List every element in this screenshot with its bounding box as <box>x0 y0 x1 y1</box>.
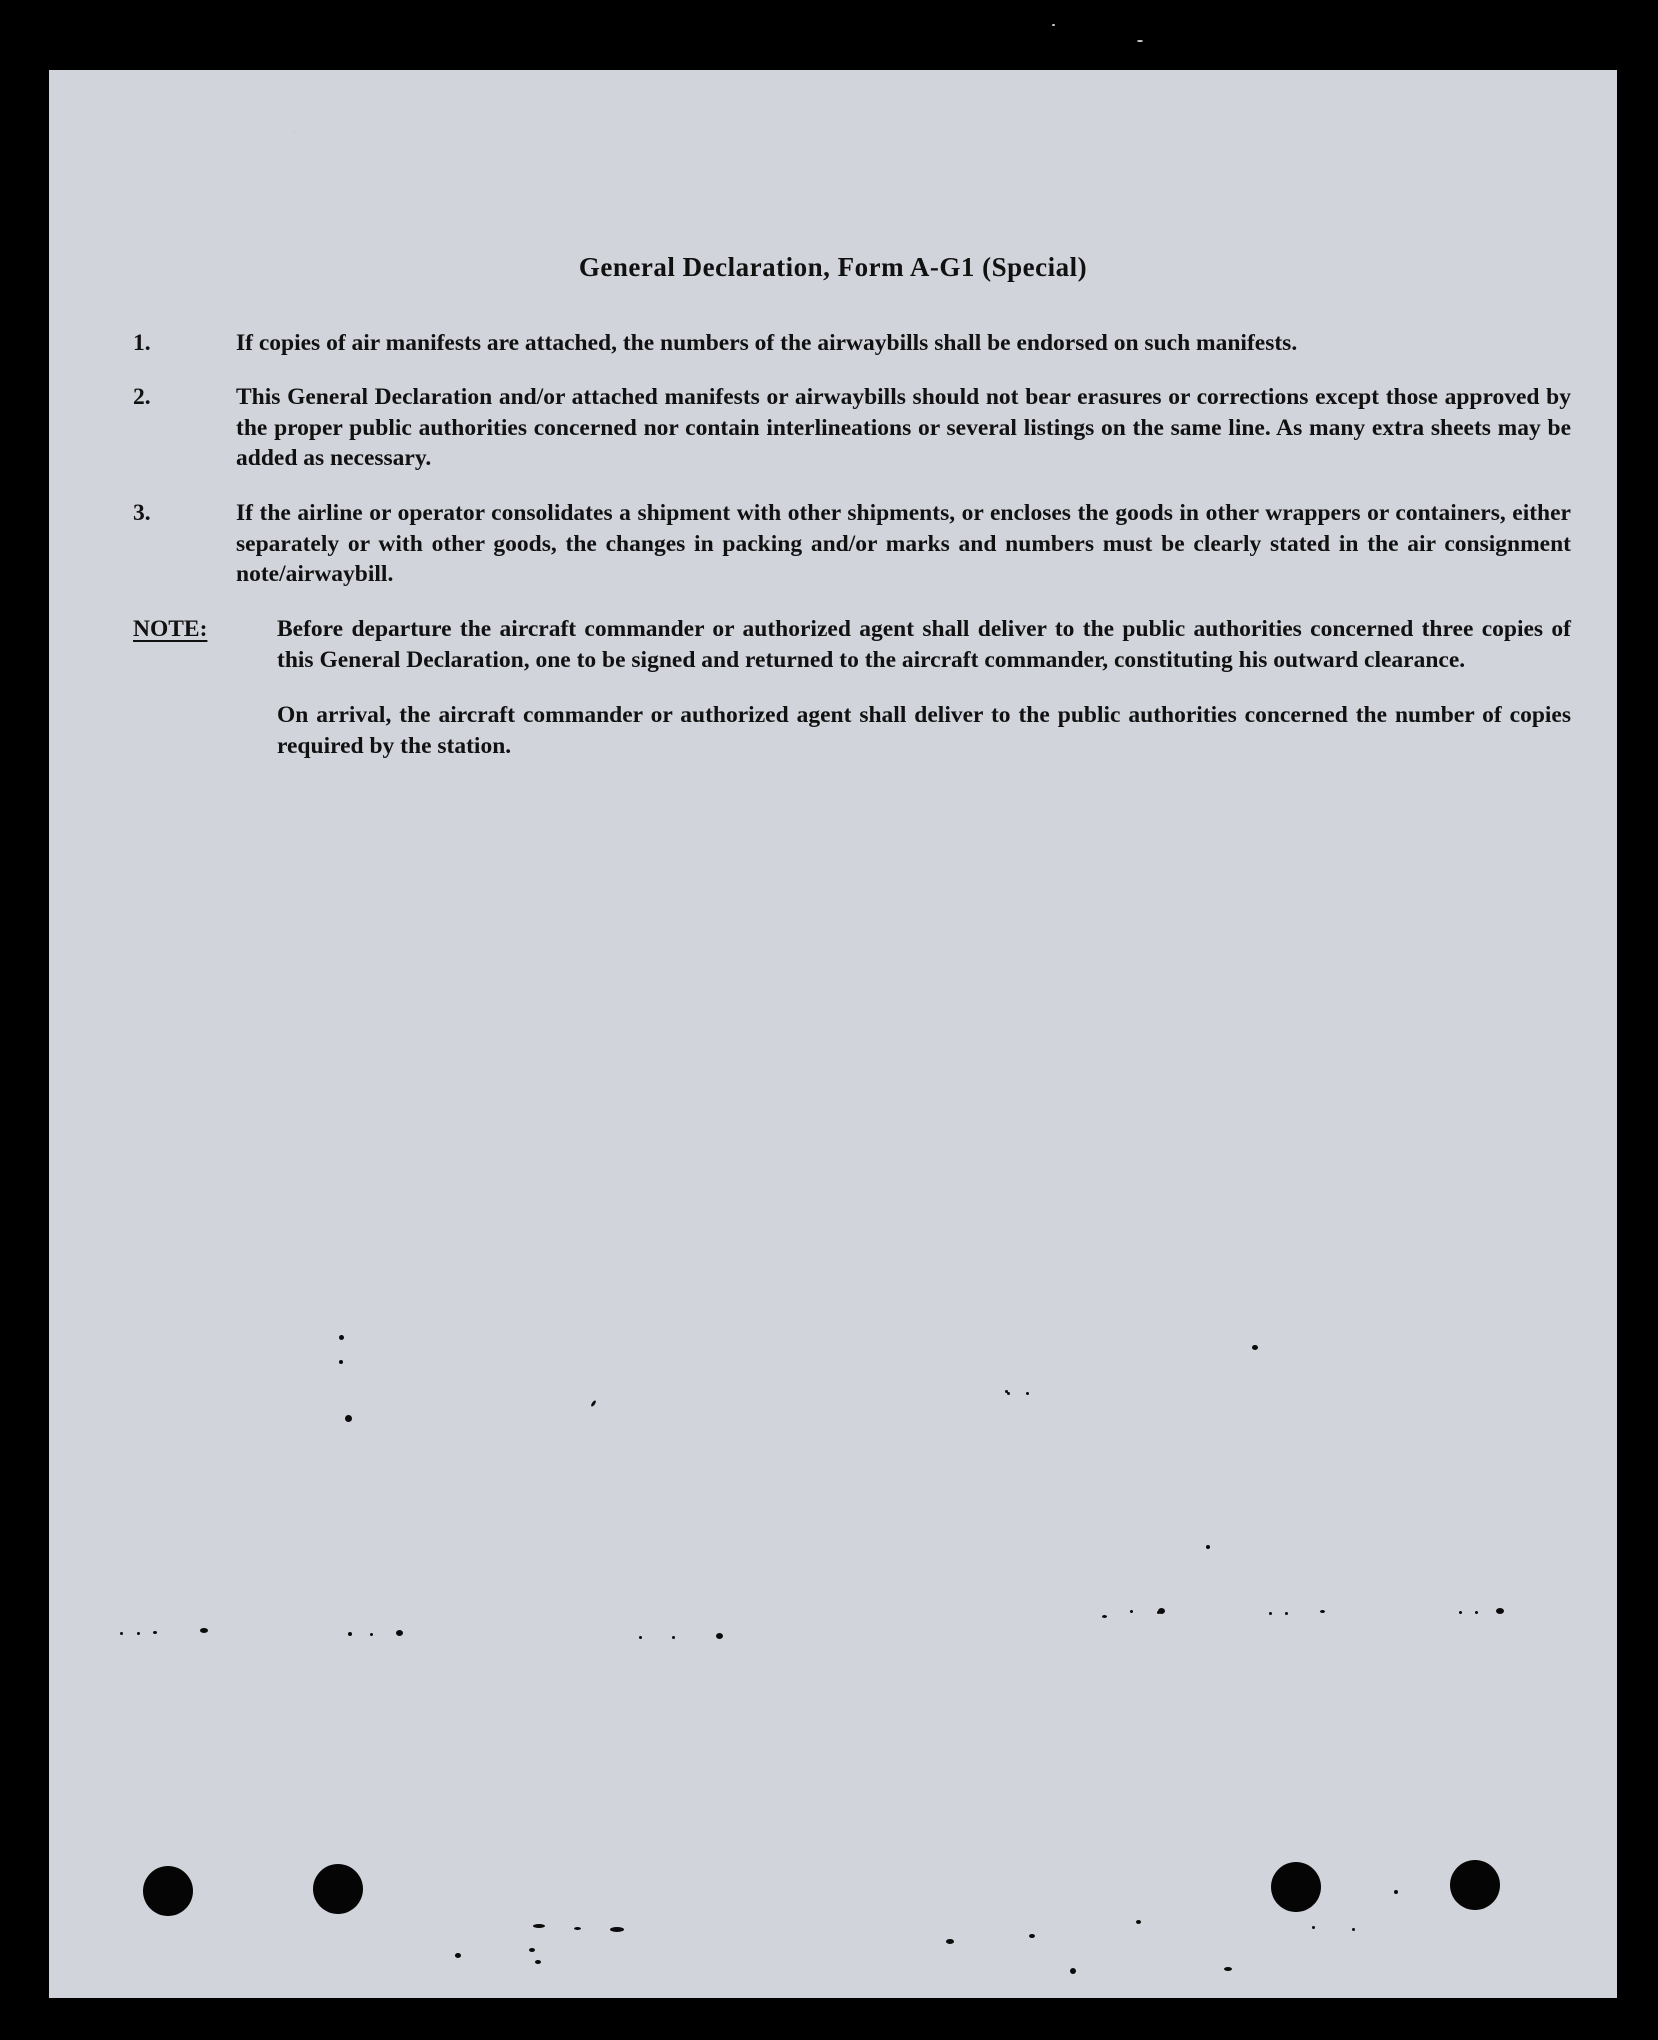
scan-speck <box>293 130 295 133</box>
scan-speck <box>396 1630 403 1636</box>
note-paragraph-2: On arrival, the aircraft commander or authorized agent shall deliver to the public authorities concerned the number of copies required by the station. <box>277 702 1571 759</box>
scan-speck <box>120 1632 123 1635</box>
punch-hole <box>313 1864 363 1914</box>
list-item-1 <box>133 328 1571 359</box>
list-item-3 <box>133 498 1571 590</box>
scan-speck <box>1137 40 1143 42</box>
scan-speck <box>716 1633 723 1639</box>
note-label: NOTE: <box>133 616 208 642</box>
scan-speck <box>455 1953 461 1958</box>
list-item-text: If the airline or operator consolidates a shipment with other shipments, or encloses the goods in other wrappers or containers, either separately or with other goods, the changes in packing and/or marks and numbers must be clearly stated in the air consignment note/airwaybill. <box>236 500 1571 587</box>
scan-speck <box>1005 1390 1008 1393</box>
scan-speck <box>1459 1611 1462 1614</box>
scan-speck <box>1102 1615 1107 1618</box>
scan-speck <box>1285 1612 1288 1615</box>
scan-speck <box>1130 1610 1133 1613</box>
scan-speck <box>1312 1926 1315 1929</box>
scan-speck <box>1320 1610 1325 1613</box>
scan-speck <box>535 1960 541 1964</box>
punch-hole <box>1271 1862 1321 1912</box>
scan-speck <box>574 1927 581 1930</box>
scan-speck <box>137 1632 140 1635</box>
scan-speck <box>1496 1608 1504 1614</box>
scan-speck <box>529 1948 535 1952</box>
document-page <box>49 70 1617 1998</box>
punch-hole <box>143 1866 193 1916</box>
scan-speck <box>1206 1545 1210 1549</box>
scan-speck <box>1026 1392 1029 1395</box>
scan-speck <box>1052 24 1055 26</box>
note-paragraph-1: Before departure the aircraft commander or authorized agent shall deliver to the public authorities concerned three copies of this General Declaration, one to be signed and returned to the aircraft commander, constituting his outward clearance. <box>277 616 1571 673</box>
scan-speck <box>200 1628 208 1633</box>
scan-speck <box>1252 1345 1258 1350</box>
scan-speck <box>1475 1611 1478 1614</box>
scan-speck <box>348 1632 352 1636</box>
scan-speck <box>1070 1968 1076 1974</box>
scan-speck <box>1136 1920 1141 1924</box>
scan-speck <box>639 1636 642 1639</box>
scan-speck <box>590 1400 596 1407</box>
scan-speck <box>1352 1928 1355 1931</box>
list-item-number: 2. <box>133 384 151 410</box>
list-item-text: If copies of air manifests are attached, the numbers of the airwaybills shall be endorsed on such manifests. <box>236 330 1298 356</box>
scan-speck <box>339 1335 344 1340</box>
list-item-number: 1. <box>133 330 151 356</box>
scan-speck <box>1224 1967 1232 1971</box>
scan-speck <box>1158 1608 1165 1614</box>
scan-speck <box>370 1633 373 1636</box>
scan-speck <box>1269 1612 1272 1615</box>
scan-speck <box>153 1631 157 1634</box>
scan-speck <box>946 1939 954 1944</box>
list-item-text: This General Declaration and/or attached manifests or airwaybills should not bear erasures or corrections except those approved by the proper public authorities concerned nor contain interlineations or several listings on the same line. As many extra sheets may be added as necessary. <box>236 384 1571 471</box>
scan-speck <box>345 1415 352 1422</box>
list-item-number: 3. <box>133 500 151 526</box>
note-block <box>133 614 1571 761</box>
scan-speck <box>1029 1934 1035 1938</box>
scan-speck <box>339 1360 343 1364</box>
scan-speck <box>533 1924 545 1928</box>
list-item-2 <box>133 382 1571 474</box>
scan-speck <box>1394 1890 1398 1894</box>
document-title: General Declaration, Form A-G1 (Special) <box>578 252 1088 282</box>
punch-hole <box>1450 1860 1500 1910</box>
scan-speck <box>672 1636 675 1639</box>
scan-speck <box>610 1927 624 1932</box>
